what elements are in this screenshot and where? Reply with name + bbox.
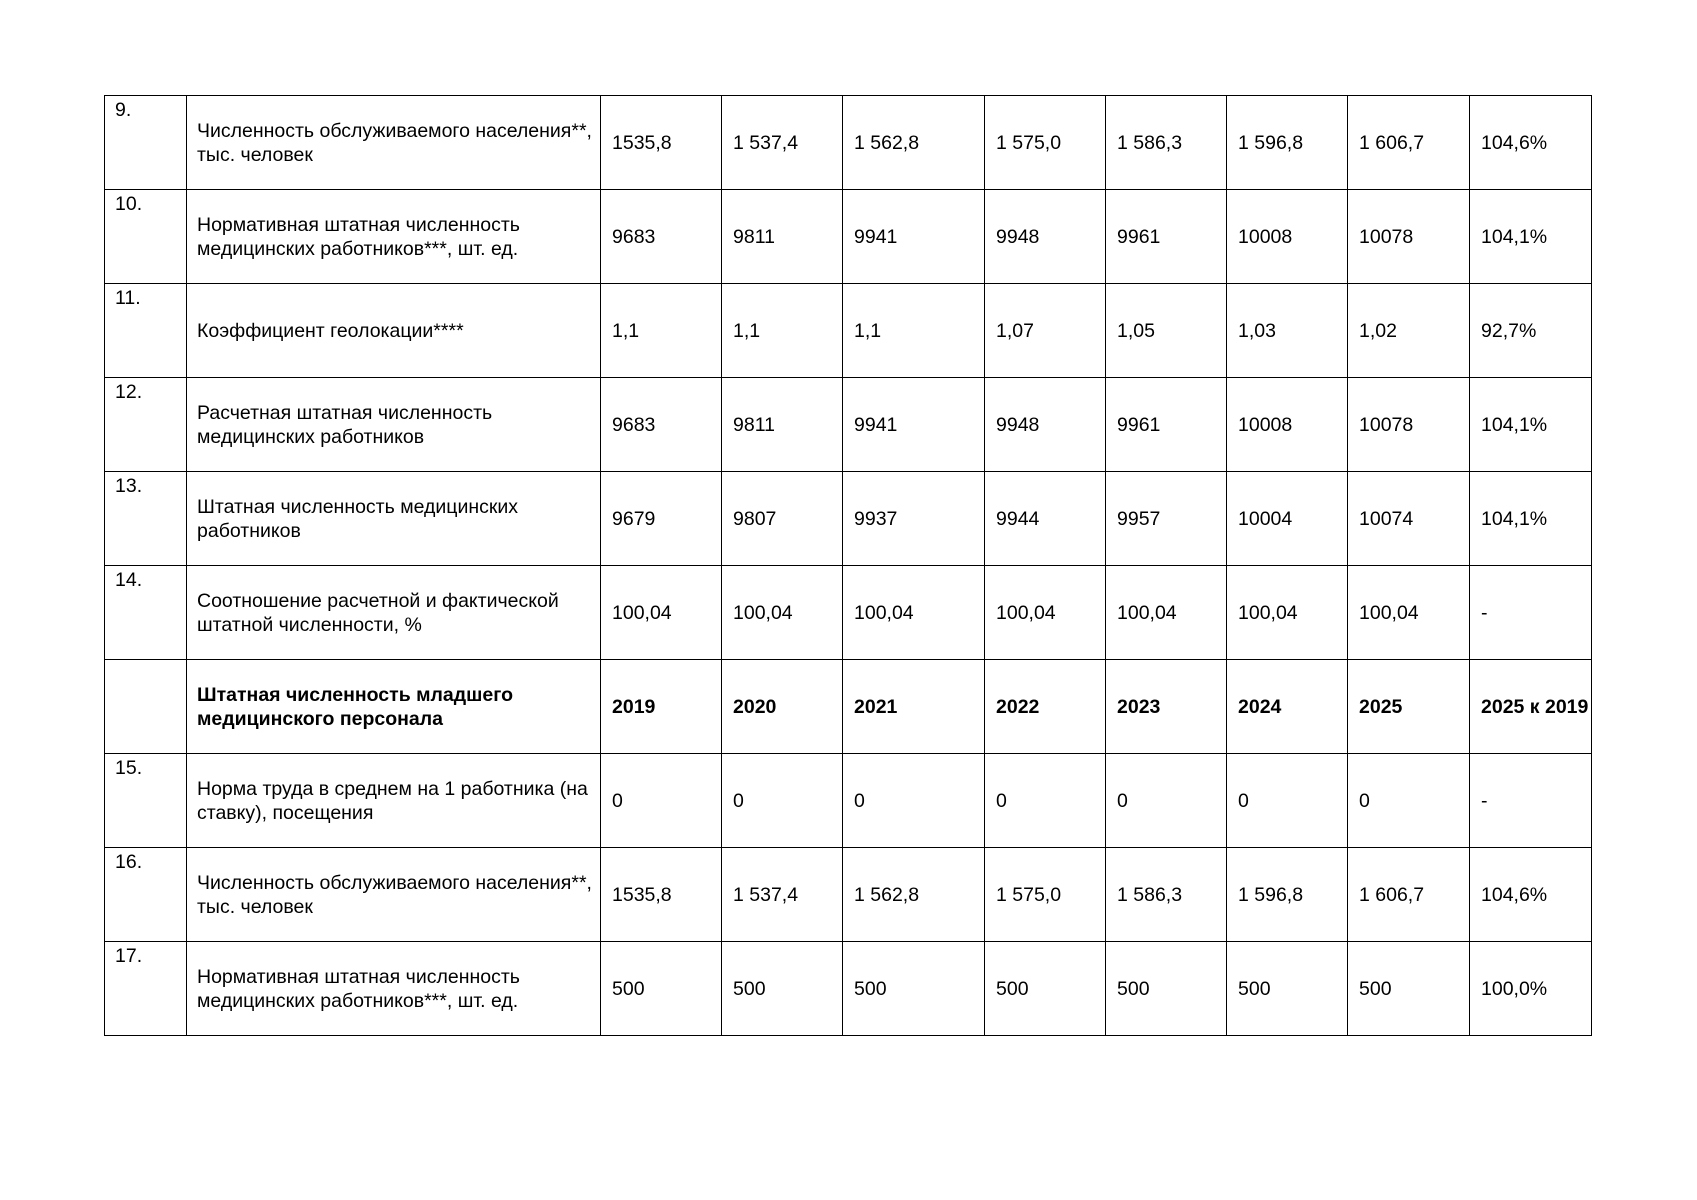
value-cell: 100,04 [985, 566, 1106, 660]
value-cell: 9807 [722, 472, 843, 566]
ratio-cell: 104,1% [1470, 378, 1592, 472]
value-cell: 9961 [1106, 190, 1227, 284]
ratio-cell: 104,6% [1470, 848, 1592, 942]
table-row [105, 190, 1592, 284]
row-label: Соотношение расчетной и фактической штатной численности, % [187, 566, 601, 660]
row-label: Расчетная штатная численность медицинских работников [187, 378, 601, 472]
table-row [105, 566, 1592, 660]
value-cell: 100,04 [1227, 566, 1348, 660]
value-cell: 500 [843, 942, 985, 1036]
row-number: 12. [105, 378, 187, 472]
value-cell: 1 606,7 [1348, 848, 1470, 942]
value-cell: 1 575,0 [985, 96, 1106, 190]
value-cell: 9944 [985, 472, 1106, 566]
row-number: 9. [105, 96, 187, 190]
value-cell: 1 586,3 [1106, 848, 1227, 942]
row-number [105, 660, 187, 754]
value-cell: 1 562,8 [843, 96, 985, 190]
value-cell: 9957 [1106, 472, 1227, 566]
value-cell: 500 [1348, 942, 1470, 1036]
value-cell: 1535,8 [601, 848, 722, 942]
value-cell: 1 537,4 [722, 848, 843, 942]
row-label: Численность обслуживаемого населения**, тыс. человек [187, 96, 601, 190]
value-cell: 10074 [1348, 472, 1470, 566]
value-cell: 100,04 [1106, 566, 1227, 660]
year-header-cell: 2025 [1348, 660, 1470, 754]
value-cell: 1 596,8 [1227, 848, 1348, 942]
value-cell: 1,1 [843, 284, 985, 378]
value-cell: 9961 [1106, 378, 1227, 472]
value-cell: 10078 [1348, 378, 1470, 472]
value-cell: 0 [843, 754, 985, 848]
row-number: 14. [105, 566, 187, 660]
value-cell: 9811 [722, 190, 843, 284]
value-cell: 0 [601, 754, 722, 848]
row-number: 10. [105, 190, 187, 284]
row-number: 13. [105, 472, 187, 566]
value-cell: 9683 [601, 378, 722, 472]
staffing-table [104, 95, 1592, 1036]
value-cell: 500 [985, 942, 1106, 1036]
table-row [105, 284, 1592, 378]
value-cell: 1 606,7 [1348, 96, 1470, 190]
row-label: Нормативная штатная численность медицинских работников***, шт. ед. [187, 190, 601, 284]
value-cell: 1 575,0 [985, 848, 1106, 942]
value-cell: 1,1 [722, 284, 843, 378]
table-row [105, 96, 1592, 190]
value-cell: 1 562,8 [843, 848, 985, 942]
ratio-cell: - [1470, 754, 1592, 848]
table-row [105, 942, 1592, 1036]
section-title: Штатная численность младшего медицинского персонала [187, 660, 601, 754]
row-label: Нормативная штатная численность медицинских работников***, шт. ед. [187, 942, 601, 1036]
table-row [105, 754, 1592, 848]
table-row [105, 472, 1592, 566]
value-cell: 10004 [1227, 472, 1348, 566]
value-cell: 10008 [1227, 190, 1348, 284]
value-cell: 9679 [601, 472, 722, 566]
value-cell: 9948 [985, 190, 1106, 284]
row-label: Коэффициент геолокации**** [187, 284, 601, 378]
section-header-row [105, 660, 1592, 754]
value-cell: 500 [1227, 942, 1348, 1036]
row-number: 11. [105, 284, 187, 378]
row-label: Норма труда в среднем на 1 работника (на ставку), посещения [187, 754, 601, 848]
row-label: Численность обслуживаемого населения**, тыс. человек [187, 848, 601, 942]
value-cell: 9948 [985, 378, 1106, 472]
year-header-cell: 2022 [985, 660, 1106, 754]
value-cell: 100,04 [843, 566, 985, 660]
ratio-cell: - [1470, 566, 1592, 660]
value-cell: 100,04 [601, 566, 722, 660]
year-header-cell: 2024 [1227, 660, 1348, 754]
value-cell: 9811 [722, 378, 843, 472]
ratio-cell: 104,1% [1470, 472, 1592, 566]
value-cell: 9683 [601, 190, 722, 284]
value-cell: 1,07 [985, 284, 1106, 378]
row-label: Штатная численность медицинских работников [187, 472, 601, 566]
value-cell: 9941 [843, 378, 985, 472]
ratio-cell: 92,7% [1470, 284, 1592, 378]
value-cell: 1,03 [1227, 284, 1348, 378]
value-cell: 9941 [843, 190, 985, 284]
year-header-cell: 2021 [843, 660, 985, 754]
ratio-cell: 104,6% [1470, 96, 1592, 190]
value-cell: 1,02 [1348, 284, 1470, 378]
year-header-cell: 2020 [722, 660, 843, 754]
value-cell: 100,04 [1348, 566, 1470, 660]
ratio-cell: 104,1% [1470, 190, 1592, 284]
ratio-header-cell: 2025 к 2019 [1470, 660, 1592, 754]
value-cell: 1 586,3 [1106, 96, 1227, 190]
table-row [105, 378, 1592, 472]
value-cell: 0 [1227, 754, 1348, 848]
value-cell: 1535,8 [601, 96, 722, 190]
value-cell: 1,05 [1106, 284, 1227, 378]
value-cell: 10008 [1227, 378, 1348, 472]
value-cell: 0 [985, 754, 1106, 848]
row-number: 15. [105, 754, 187, 848]
value-cell: 0 [1348, 754, 1470, 848]
ratio-cell: 100,0% [1470, 942, 1592, 1036]
year-header-cell: 2019 [601, 660, 722, 754]
table-row [105, 848, 1592, 942]
value-cell: 1 596,8 [1227, 96, 1348, 190]
year-header-cell: 2023 [1106, 660, 1227, 754]
value-cell: 1 537,4 [722, 96, 843, 190]
value-cell: 10078 [1348, 190, 1470, 284]
value-cell: 0 [1106, 754, 1227, 848]
value-cell: 9937 [843, 472, 985, 566]
value-cell: 500 [601, 942, 722, 1036]
value-cell: 0 [722, 754, 843, 848]
value-cell: 1,1 [601, 284, 722, 378]
value-cell: 500 [722, 942, 843, 1036]
value-cell: 100,04 [722, 566, 843, 660]
row-number: 16. [105, 848, 187, 942]
row-number: 17. [105, 942, 187, 1036]
value-cell: 500 [1106, 942, 1227, 1036]
